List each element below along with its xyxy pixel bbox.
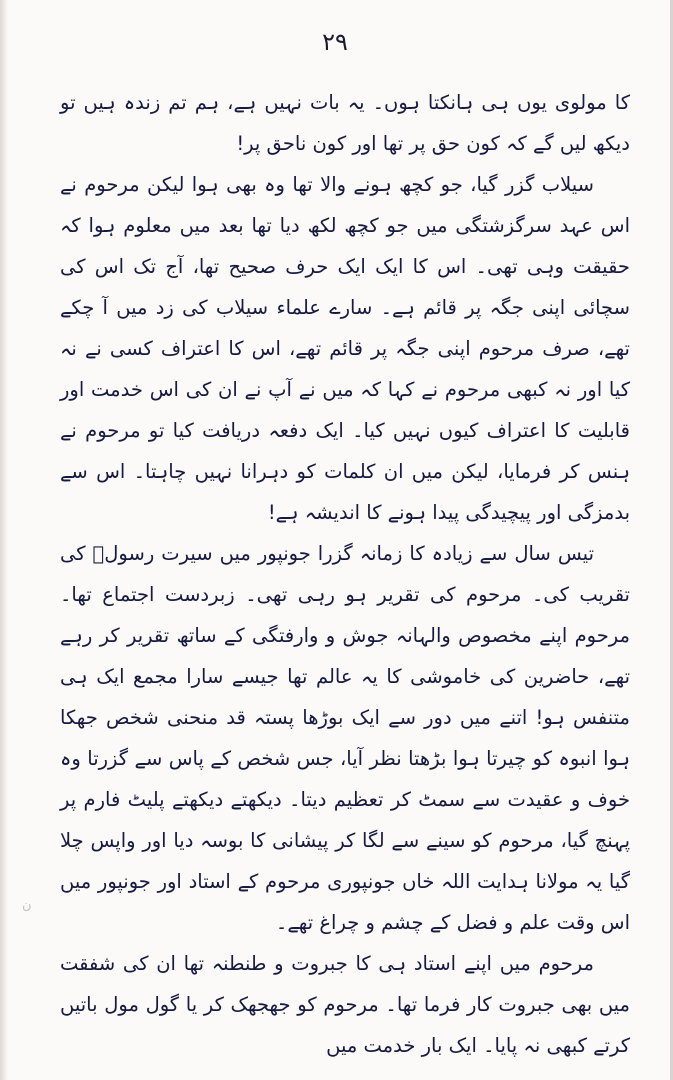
paragraph-1: کا مولوی یوں ہی ہانکتا ہوں۔ یہ بات نہیں ہے، ہم تم زندہ ہیں تو دیکھ لیں گے کہ کون حق پر تھا اور کون ناحق پر! [60, 91, 630, 155]
faded-margin-mark: ن [22, 898, 32, 913]
page-body-text [60, 82, 630, 1066]
page-fold-shadow [0, 0, 8, 1080]
paragraph-2: سیلاب گزر گیا، جو کچھ ہونے والا تھا وہ بھی ہوا لیکن مرحوم نے اس عہد سرگزشتگی میں جو کچھ لکھ دیا تھا بعد میں معلوم ہوا کہ حقیقت وہی تھی۔ اس کا ایک ایک حرف صحیح تھا، آج تک اس کی سچائی اپنی جگہ پر قائم ہے۔ سارے علماء سیلاب کی زد میں آ چکے تھے، صرف مرحوم اپنی جگہ پر قائم تھے، اس کا اعتراف کسی نے نہ کیا اور نہ کبھی مرحوم نے کہا کہ میں نے آپ نے ان کی اس خدمت اور قابلیت کا اعتراف کیوں نہیں کیا۔ ایک دفعہ دریافت کیا تو مرحوم نے ہنس کر فرمایا، لیکن میں ان کلمات کو دہرانا نہیں چاہتا۔ اس سے بدمزگی اور پیچیدگی پیدا ہونے کا اندیشہ ہے! [60, 173, 630, 524]
paragraph-3: تیس سال سے زیادہ کا زمانہ گزرا جونپور میں سیرت رسولؐ کی تقریب کی۔ مرحوم کی تقریر ہو رہی تھی۔ زبردست اجتماع تھا۔ مرحوم اپنے مخصوص والہانہ جوش و وارفتگی کے ساتھ تقریر کر رہے تھے، حاضرین کی خاموشی کا یہ عالم تھا جیسے سارا مجمع ایک ہی متنفس ہو! اتنے میں دور سے ایک بوڑھا پستہ قد منحنی شخص جھکا ہوا انبوہ کو چیرتا ہوا بڑھتا نظر آیا، جس شخص کے پاس سے گزرتا وہ خوف و عقیدت سے سمٹ کر تعظیم دیتا۔ دیکھتے دیکھتے پلیٹ فارم پر پہنچ گیا، مرحوم کو سینے سے لگا کر پیشانی کا بوسہ دیا اور واپس چلا گیا یہ مولانا ہدایت اللہ خاں جونپوری مرحوم کے استاد اور جونپور میں اس وقت علم و فضل کے چشم و چراغ تھے۔ [60, 542, 630, 934]
page-number: ۲۹ [322, 28, 348, 56]
paragraph-4: مرحوم میں اپنے استاد ہی کا جبروت و طنطنہ تھا ان کی شفقت میں بھی جبروت کار فرما تھا۔ مرحوم کو جھجھک کر یا گول مول باتیں کرتے کبھی نہ پایا۔ ایک بار خدمت میں [60, 952, 630, 1057]
